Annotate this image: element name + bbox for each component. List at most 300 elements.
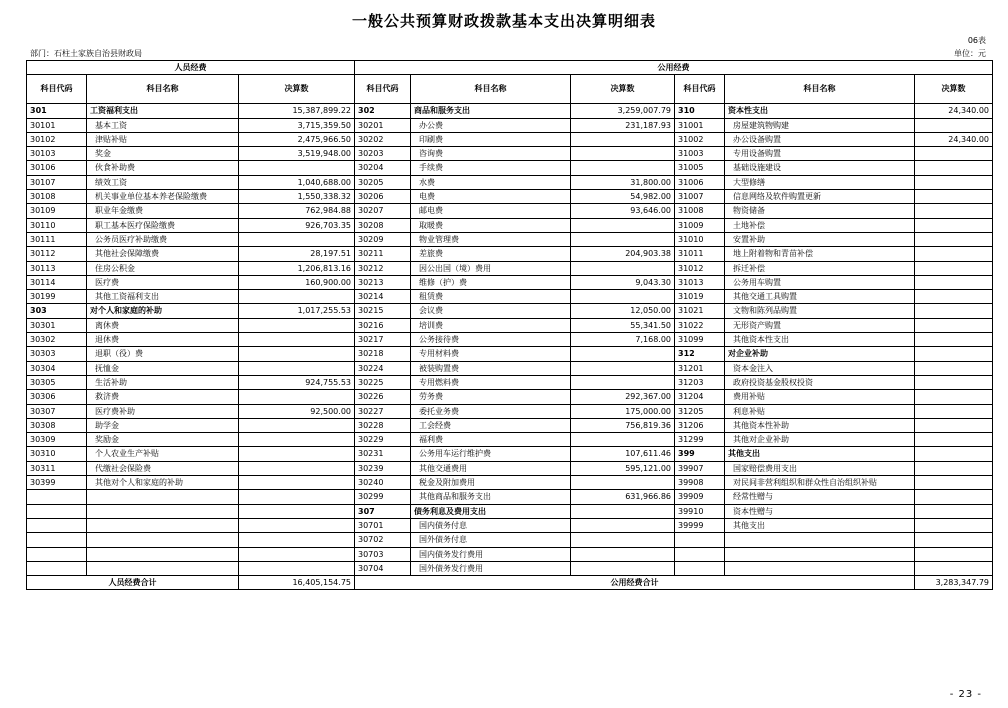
amount-cell: 55,341.50 — [571, 318, 675, 332]
subject-code-cell: 31006 — [675, 175, 725, 189]
amount-cell — [571, 161, 675, 175]
page-title: 一般公共预算财政拨款基本支出决算明细表 — [351, 12, 656, 30]
col-header-code: 科目代码 — [355, 75, 411, 104]
subject-name-cell: 水费 — [411, 175, 571, 189]
subject-name-cell: 办公设备购置 — [725, 132, 915, 146]
subject-code-cell: 303 — [27, 304, 87, 318]
subject-code-cell: 399 — [675, 447, 725, 461]
subject-name-cell: 个人农业生产补贴 — [87, 447, 239, 461]
subject-name-cell: 医疗费补助 — [87, 404, 239, 418]
subject-name-cell: 拆迁补偿 — [725, 261, 915, 275]
subject-code-cell: 30211 — [355, 247, 411, 261]
unit-label: 单位：元 — [954, 49, 986, 58]
amount-cell — [915, 490, 993, 504]
table-row — [27, 547, 993, 561]
subject-name-cell: 代缴社会保险费 — [87, 461, 239, 475]
subject-name-cell: 其他支出 — [725, 447, 915, 461]
amount-cell: 12,050.00 — [571, 304, 675, 318]
subject-code-cell: 30302 — [27, 333, 87, 347]
col-header-name: 科目名称 — [725, 75, 915, 104]
amount-cell: 762,984.88 — [239, 204, 355, 218]
amount-cell — [239, 318, 355, 332]
amount-cell: 9,043.30 — [571, 275, 675, 289]
subject-name-cell: 基本工资 — [87, 118, 239, 132]
subject-name-cell: 伙食补助费 — [87, 161, 239, 175]
table-row — [27, 561, 993, 575]
subject-code-cell: 30704 — [355, 561, 411, 575]
subject-name-cell: 其他对企业补助 — [725, 433, 915, 447]
amount-cell — [915, 547, 993, 561]
amount-cell — [915, 190, 993, 204]
amount-cell — [915, 533, 993, 547]
subject-code-cell: 30701 — [355, 518, 411, 532]
subject-code-cell: 30301 — [27, 318, 87, 332]
amount-cell: 1,040,688.00 — [239, 175, 355, 189]
amount-cell — [915, 476, 993, 490]
amount-cell: 3,715,359.50 — [239, 118, 355, 132]
subject-name-cell: 资本金注入 — [725, 361, 915, 375]
subject-code-cell: 30217 — [355, 333, 411, 347]
amount-cell — [915, 261, 993, 275]
subject-name-cell: 其他交通费用 — [411, 461, 571, 475]
amount-cell: 1,017,255.53 — [239, 304, 355, 318]
subject-name-cell: 商品和服务支出 — [411, 104, 571, 118]
subject-name-cell: 资本性赠与 — [725, 504, 915, 518]
table-row — [27, 461, 993, 475]
department-label: 部门：石柱土家族自治县财政局 — [30, 49, 142, 58]
expenditure-table — [26, 60, 993, 590]
col-header-code: 科目代码 — [675, 75, 725, 104]
amount-cell — [915, 290, 993, 304]
subject-code-cell: 30229 — [355, 433, 411, 447]
table-row — [27, 104, 993, 118]
subject-code-cell — [27, 504, 87, 518]
subject-name-cell: 公务接待费 — [411, 333, 571, 347]
subject-name-cell: 奖金 — [87, 147, 239, 161]
subject-name-cell: 国外债务付息 — [411, 533, 571, 547]
subject-name-cell: 大型修缮 — [725, 175, 915, 189]
table-row — [27, 347, 993, 361]
subject-name-cell — [87, 518, 239, 532]
amount-cell — [571, 147, 675, 161]
table-row — [27, 418, 993, 432]
subject-code-cell: 31204 — [675, 390, 725, 404]
subject-code-cell: 31021 — [675, 304, 725, 318]
subject-code-cell: 31001 — [675, 118, 725, 132]
subject-code-cell: 301 — [27, 104, 87, 118]
table-row — [27, 490, 993, 504]
amount-cell — [915, 433, 993, 447]
amount-cell: 28,197.51 — [239, 247, 355, 261]
subject-name-cell: 其他商品和服务支出 — [411, 490, 571, 504]
subject-code-cell: 30239 — [355, 461, 411, 475]
amount-cell: 204,903.38 — [571, 247, 675, 261]
amount-cell — [239, 490, 355, 504]
subject-code-cell — [27, 561, 87, 575]
table-row — [27, 118, 993, 132]
subject-name-cell: 住房公积金 — [87, 261, 239, 275]
subject-code-cell: 302 — [355, 104, 411, 118]
subject-name-cell: 物业管理费 — [411, 232, 571, 246]
table-row — [27, 504, 993, 518]
subject-name-cell: 会议费 — [411, 304, 571, 318]
subject-name-cell: 其他支出 — [725, 518, 915, 532]
subject-name-cell: 职工基本医疗保险缴费 — [87, 218, 239, 232]
amount-cell: 2,475,966.50 — [239, 132, 355, 146]
subject-code-cell: 30202 — [355, 132, 411, 146]
personnel-total-value: 16,405,154.75 — [239, 576, 355, 590]
subject-name-cell: 国内债务发行费用 — [411, 547, 571, 561]
subject-code-cell: 31019 — [675, 290, 725, 304]
amount-cell — [239, 361, 355, 375]
table-number: 06表 — [967, 36, 986, 45]
subject-code-cell: 30213 — [355, 275, 411, 289]
subject-name-cell: 邮电费 — [411, 204, 571, 218]
amount-cell — [239, 347, 355, 361]
subject-name-cell: 政府投资基金股权投资 — [725, 375, 915, 389]
amount-cell: 7,168.00 — [571, 333, 675, 347]
subject-name-cell: 公务用车购置 — [725, 275, 915, 289]
subject-name-cell — [725, 533, 915, 547]
subject-name-cell: 费用补贴 — [725, 390, 915, 404]
subject-code-cell: 30208 — [355, 218, 411, 232]
subject-code-cell: 39910 — [675, 504, 725, 518]
subject-code-cell: 307 — [355, 504, 411, 518]
table-row — [27, 218, 993, 232]
subject-name-cell: 其他交通工具购置 — [725, 290, 915, 304]
subject-name-cell: 其他社会保障缴费 — [87, 247, 239, 261]
amount-cell: 160,900.00 — [239, 275, 355, 289]
subject-name-cell: 被装购置费 — [411, 361, 571, 375]
amount-cell — [915, 161, 993, 175]
subject-name-cell: 救济费 — [87, 390, 239, 404]
subject-name-cell: 差旅费 — [411, 247, 571, 261]
amount-cell — [915, 175, 993, 189]
table-row — [27, 375, 993, 389]
subject-name-cell: 手续费 — [411, 161, 571, 175]
subject-code-cell: 31005 — [675, 161, 725, 175]
subject-code-cell: 30112 — [27, 247, 87, 261]
subject-code-cell: 30111 — [27, 232, 87, 246]
amount-cell — [239, 390, 355, 404]
subject-name-cell: 委托业务费 — [411, 404, 571, 418]
subject-name-cell: 资本性支出 — [725, 104, 915, 118]
subject-code-cell: 30215 — [355, 304, 411, 318]
subject-name-cell: 物资储备 — [725, 204, 915, 218]
amount-cell — [915, 275, 993, 289]
subject-code-cell: 30199 — [27, 290, 87, 304]
table-row — [27, 390, 993, 404]
amount-cell — [915, 390, 993, 404]
amount-cell — [915, 333, 993, 347]
subject-code-cell: 39908 — [675, 476, 725, 490]
table-row — [27, 275, 993, 289]
subject-name-cell: 离休费 — [87, 318, 239, 332]
amount-cell — [571, 132, 675, 146]
amount-cell — [915, 404, 993, 418]
subject-code-cell: 39907 — [675, 461, 725, 475]
table-row — [27, 361, 993, 375]
subject-name-cell: 津贴补贴 — [87, 132, 239, 146]
subject-code-cell — [675, 547, 725, 561]
subject-code-cell: 30308 — [27, 418, 87, 432]
amount-cell — [915, 461, 993, 475]
subject-name-cell: 办公费 — [411, 118, 571, 132]
subject-code-cell: 30214 — [355, 290, 411, 304]
amount-cell — [571, 504, 675, 518]
amount-cell — [915, 218, 993, 232]
subject-name-cell: 安置补助 — [725, 232, 915, 246]
subject-code-cell: 31099 — [675, 333, 725, 347]
table-row — [27, 433, 993, 447]
amount-cell: 54,982.00 — [571, 190, 675, 204]
subject-code-cell: 30224 — [355, 361, 411, 375]
subject-code-cell: 30101 — [27, 118, 87, 132]
subject-code-cell: 31011 — [675, 247, 725, 261]
amount-cell — [915, 375, 993, 389]
subject-code-cell: 30205 — [355, 175, 411, 189]
subject-code-cell: 30110 — [27, 218, 87, 232]
subject-name-cell: 租赁费 — [411, 290, 571, 304]
subject-name-cell: 专用材料费 — [411, 347, 571, 361]
table-row — [27, 147, 993, 161]
subject-code-cell: 30299 — [355, 490, 411, 504]
subject-code-cell: 30103 — [27, 147, 87, 161]
subject-name-cell: 信息网络及软件购置更新 — [725, 190, 915, 204]
subject-code-cell — [27, 547, 87, 561]
subject-code-cell: 31003 — [675, 147, 725, 161]
subject-code-cell: 30304 — [27, 361, 87, 375]
amount-cell: 107,611.46 — [571, 447, 675, 461]
subject-name-cell: 绩效工资 — [87, 175, 239, 189]
subject-code-cell: 30311 — [27, 461, 87, 475]
amount-cell — [571, 261, 675, 275]
subject-code-cell: 30203 — [355, 147, 411, 161]
subject-code-cell: 30209 — [355, 232, 411, 246]
amount-cell — [915, 361, 993, 375]
subject-code-cell: 30113 — [27, 261, 87, 275]
subject-name-cell: 抚恤金 — [87, 361, 239, 375]
subject-code-cell: 30399 — [27, 476, 87, 490]
amount-cell — [915, 118, 993, 132]
subject-name-cell: 培训费 — [411, 318, 571, 332]
amount-cell — [571, 290, 675, 304]
amount-cell: 926,703.35 — [239, 218, 355, 232]
subject-code-cell: 30201 — [355, 118, 411, 132]
subject-name-cell: 房屋建筑物购建 — [725, 118, 915, 132]
subject-code-cell: 30310 — [27, 447, 87, 461]
subject-name-cell: 劳务费 — [411, 390, 571, 404]
subject-name-cell — [725, 547, 915, 561]
subject-name-cell: 地上附着物和青苗补偿 — [725, 247, 915, 261]
amount-cell — [239, 418, 355, 432]
amount-cell — [239, 232, 355, 246]
subject-name-cell: 专用燃料费 — [411, 375, 571, 389]
subject-name-cell: 维修（护）费 — [411, 275, 571, 289]
subject-name-cell: 印刷费 — [411, 132, 571, 146]
subject-code-cell: 31299 — [675, 433, 725, 447]
amount-cell: 24,340.00 — [915, 104, 993, 118]
subject-name-cell: 奖励金 — [87, 433, 239, 447]
subject-code-cell: 31012 — [675, 261, 725, 275]
amount-cell — [239, 461, 355, 475]
table-row — [27, 304, 993, 318]
subject-code-cell: 30226 — [355, 390, 411, 404]
amount-cell: 24,340.00 — [915, 132, 993, 146]
amount-cell: 92,500.00 — [239, 404, 355, 418]
subject-code-cell: 30240 — [355, 476, 411, 490]
table-row — [27, 247, 993, 261]
subject-name-cell: 电费 — [411, 190, 571, 204]
amount-cell — [571, 518, 675, 532]
table-row — [27, 161, 993, 175]
subject-code-cell — [27, 533, 87, 547]
subject-name-cell: 其他资本性支出 — [725, 333, 915, 347]
table-row — [27, 261, 993, 275]
subject-code-cell: 30218 — [355, 347, 411, 361]
subject-code-cell: 31002 — [675, 132, 725, 146]
subject-code-cell: 30306 — [27, 390, 87, 404]
amount-cell: 1,206,813.16 — [239, 261, 355, 275]
subject-code-cell: 30305 — [27, 375, 87, 389]
subject-code-cell: 30216 — [355, 318, 411, 332]
subject-code-cell: 30303 — [27, 347, 87, 361]
subject-code-cell: 30307 — [27, 404, 87, 418]
col-header-name: 科目名称 — [411, 75, 571, 104]
subject-code-cell — [27, 490, 87, 504]
amount-cell — [239, 561, 355, 575]
subject-name-cell: 因公出国（境）费用 — [411, 261, 571, 275]
subject-name-cell: 对企业补助 — [725, 347, 915, 361]
amount-cell — [571, 547, 675, 561]
subject-name-cell: 职业年金缴费 — [87, 204, 239, 218]
subject-name-cell: 对民间非营利组织和群众性自治组织补贴 — [725, 476, 915, 490]
amount-cell — [239, 533, 355, 547]
amount-cell: 93,646.00 — [571, 204, 675, 218]
page-number: - 23 - — [949, 689, 982, 700]
subject-name-cell: 取暖费 — [411, 218, 571, 232]
table-row — [27, 318, 993, 332]
personnel-total-label: 人员经费合计 — [27, 576, 239, 590]
subject-code-cell: 30107 — [27, 175, 87, 189]
subject-code-cell: 31008 — [675, 204, 725, 218]
amount-cell — [915, 247, 993, 261]
subject-code-cell: 30106 — [27, 161, 87, 175]
amount-cell — [239, 476, 355, 490]
table-row — [27, 232, 993, 246]
amount-cell — [915, 418, 993, 432]
amount-cell — [915, 204, 993, 218]
subject-name-cell: 国内债务付息 — [411, 518, 571, 532]
table-row — [27, 204, 993, 218]
subject-name-cell: 工资福利支出 — [87, 104, 239, 118]
amount-cell — [571, 361, 675, 375]
public-section-header: 公用经费 — [355, 61, 993, 75]
amount-cell — [239, 504, 355, 518]
amount-cell: 15,387,899.22 — [239, 104, 355, 118]
subject-code-cell: 31205 — [675, 404, 725, 418]
subject-name-cell: 其他对个人和家庭的补助 — [87, 476, 239, 490]
amount-cell — [571, 433, 675, 447]
subject-code-cell: 31022 — [675, 318, 725, 332]
amount-cell — [239, 547, 355, 561]
table-row — [27, 476, 993, 490]
subject-code-cell: 312 — [675, 347, 725, 361]
table-row — [27, 533, 993, 547]
amount-cell — [915, 561, 993, 575]
subject-code-cell: 31201 — [675, 361, 725, 375]
subject-code-cell: 31203 — [675, 375, 725, 389]
subject-name-cell: 公务员医疗补助缴费 — [87, 232, 239, 246]
subject-code-cell: 30227 — [355, 404, 411, 418]
amount-cell: 631,966.86 — [571, 490, 675, 504]
subject-code-cell: 30212 — [355, 261, 411, 275]
amount-cell: 1,550,338.32 — [239, 190, 355, 204]
subject-name-cell: 税金及附加费用 — [411, 476, 571, 490]
table-row — [27, 132, 993, 146]
table-row — [27, 518, 993, 532]
col-header-amount: 决算数 — [239, 75, 355, 104]
subject-code-cell: 310 — [675, 104, 725, 118]
subject-name-cell — [87, 504, 239, 518]
subject-code-cell: 39909 — [675, 490, 725, 504]
subject-code-cell: 31013 — [675, 275, 725, 289]
subject-code-cell: 30114 — [27, 275, 87, 289]
subject-name-cell: 基础设施建设 — [725, 161, 915, 175]
subject-name-cell: 土地补偿 — [725, 218, 915, 232]
amount-cell: 3,259,007.79 — [571, 104, 675, 118]
subject-code-cell: 30108 — [27, 190, 87, 204]
amount-cell: 231,187.93 — [571, 118, 675, 132]
subject-code-cell: 30231 — [355, 447, 411, 461]
subject-code-cell: 30102 — [27, 132, 87, 146]
table-row — [27, 333, 993, 347]
subject-name-cell: 国家赔偿费用支出 — [725, 461, 915, 475]
subject-code-cell — [675, 533, 725, 547]
amount-cell — [915, 518, 993, 532]
subject-name-cell: 医疗费 — [87, 275, 239, 289]
subject-code-cell — [27, 518, 87, 532]
amount-cell — [571, 218, 675, 232]
subject-name-cell: 其他工资福利支出 — [87, 290, 239, 304]
subject-code-cell: 30207 — [355, 204, 411, 218]
subject-name-cell: 经常性赠与 — [725, 490, 915, 504]
amount-cell: 175,000.00 — [571, 404, 675, 418]
subject-code-cell: 31206 — [675, 418, 725, 432]
table-row — [27, 290, 993, 304]
amount-cell — [571, 533, 675, 547]
subject-name-cell: 对个人和家庭的补助 — [87, 304, 239, 318]
amount-cell — [915, 232, 993, 246]
amount-cell — [915, 504, 993, 518]
amount-cell: 924,755.53 — [239, 375, 355, 389]
amount-cell — [571, 232, 675, 246]
subject-code-cell: 31007 — [675, 190, 725, 204]
subject-name-cell — [87, 533, 239, 547]
subject-name-cell: 利息补贴 — [725, 404, 915, 418]
amount-cell — [571, 347, 675, 361]
subject-code-cell: 31010 — [675, 232, 725, 246]
amount-cell — [915, 347, 993, 361]
amount-cell — [239, 333, 355, 347]
subject-code-cell: 39999 — [675, 518, 725, 532]
amount-cell — [239, 447, 355, 461]
subject-name-cell: 其他资本性补助 — [725, 418, 915, 432]
subject-code-cell: 30309 — [27, 433, 87, 447]
col-header-amount: 决算数 — [571, 75, 675, 104]
amount-cell: 292,367.00 — [571, 390, 675, 404]
amount-cell — [915, 304, 993, 318]
